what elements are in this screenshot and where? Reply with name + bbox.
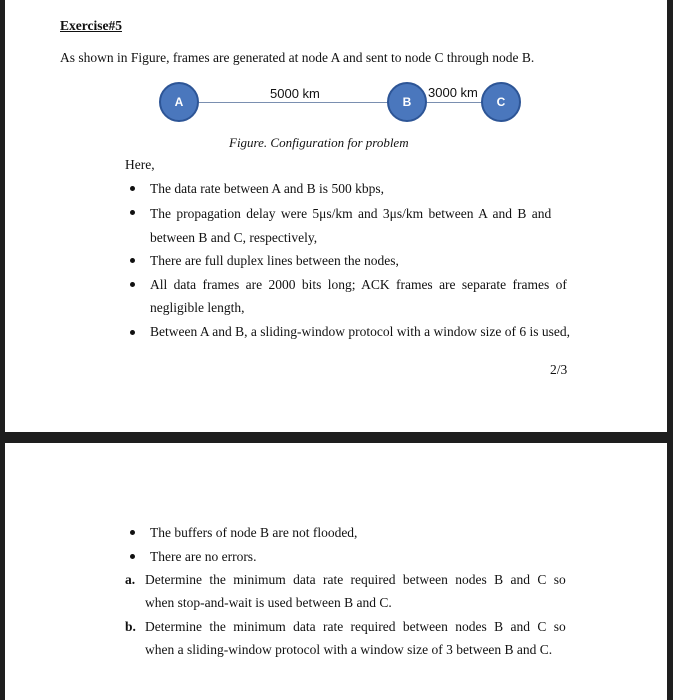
node-a: A <box>159 82 199 122</box>
bullet-propagation-line1 <box>150 206 568 222</box>
question-b-label: b. <box>125 619 136 634</box>
exercise-title: Exercise#5 <box>60 18 122 33</box>
question-b-line2: when a sliding-window protocol with a window size of 3 between B and C. <box>145 642 553 657</box>
bullet-propagation-text: The propagation delay were 5μs/km and 3μs/km between A and B and <box>150 206 552 221</box>
bullet-propagation-line2: between B and C, respectively, <box>150 230 318 245</box>
link-b-c <box>427 102 483 103</box>
question-a-label: a. <box>125 572 136 587</box>
bullet-frames-line1: All data frames are 2000 bits long; ACK frames are separate frames of <box>150 277 567 292</box>
bullet-full-duplex: There are full duplex lines between the nodes, <box>150 253 399 268</box>
node-c: C <box>481 82 521 122</box>
bullet-marker <box>130 210 135 215</box>
bullet-marker <box>130 530 135 535</box>
bullet-frames-line2: negligible length, <box>150 300 245 315</box>
question-a-line2: when stop-and-wait is used between B and C. <box>145 595 392 610</box>
bullet-marker <box>130 282 135 287</box>
bullet-marker <box>130 186 135 191</box>
intro-text: As shown in Figure, frames are generated at node A and sent to node C through node B. <box>60 50 535 65</box>
figure-caption: Figure. Configuration for problem <box>229 135 409 150</box>
link-a-b <box>199 102 393 103</box>
document-page-1 <box>5 0 667 432</box>
document-page-2 <box>5 443 667 700</box>
distance-a-b: 5000 km <box>270 86 320 101</box>
bullet-buffers: The buffers of node B are not flooded, <box>150 525 358 540</box>
distance-b-c: 3000 km <box>428 85 478 100</box>
bullet-marker <box>130 554 135 559</box>
bullet-sliding-window: Between A and B, a sliding-window protocol with a window size of 6 is used, <box>150 324 570 339</box>
page-number: 2/3 <box>550 362 568 377</box>
bullet-marker <box>130 258 135 263</box>
bullet-no-errors: There are no errors. <box>150 549 257 564</box>
bullet-data-rate: The data rate between A and B is 500 kbps, <box>150 181 384 196</box>
node-b: B <box>387 82 427 122</box>
question-a-line1: Determine the minimum data rate required between nodes B and C so <box>145 572 566 587</box>
here-label: Here, <box>125 157 155 172</box>
question-b-line1: Determine the minimum data rate required between nodes B and C so <box>145 619 566 634</box>
bullet-marker <box>130 330 135 335</box>
